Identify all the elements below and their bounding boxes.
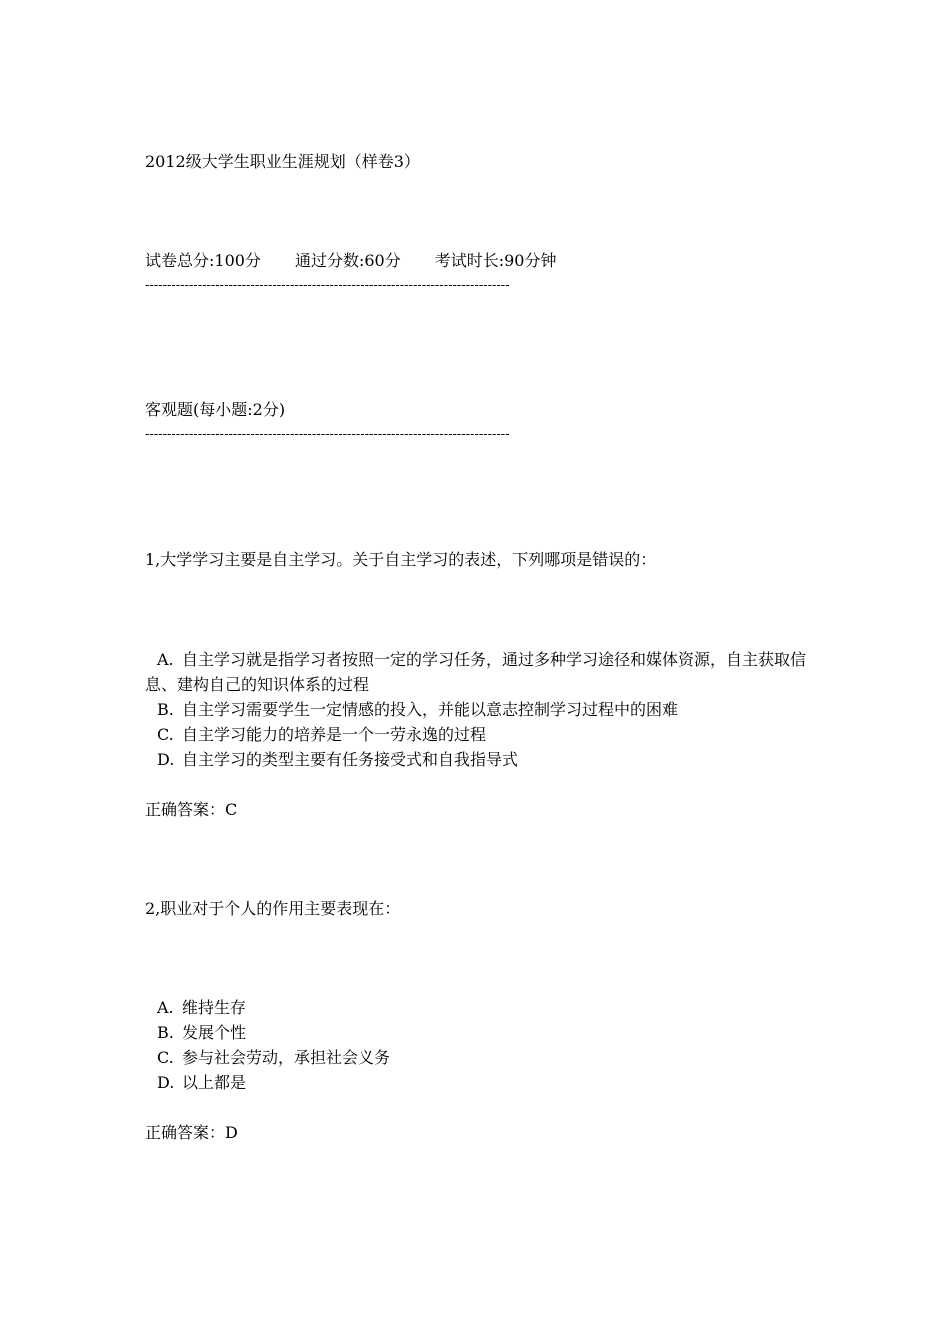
question-option xyxy=(145,647,815,697)
question-option xyxy=(157,725,486,745)
option-text: 自主学习就是指学习者按照一定的学习任务，通过多种学习途径和媒体资源，自主获取信息、建构自己的知识体系的过程 xyxy=(145,650,807,694)
question-option xyxy=(157,1073,246,1093)
correct-answer: 正确答案：D xyxy=(145,1123,238,1142)
option-letter: C. xyxy=(157,725,174,744)
question-option xyxy=(157,1048,390,1068)
option-letter: A. xyxy=(157,998,174,1017)
section-title: 客观题(每小题:2分) xyxy=(145,400,286,419)
question-option xyxy=(157,998,246,1018)
divider-line: ----------------------------------------------------------------------------------- xyxy=(145,429,510,441)
question-stem: 1,大学学习主要是自主学习。关于自主学习的表述，下列哪项是错误的： xyxy=(145,550,657,569)
total-score: 试卷总分:100分 xyxy=(145,251,261,270)
divider-line: ----------------------------------------------------------------------------------- xyxy=(145,280,510,292)
option-text: 以上都是 xyxy=(182,1073,247,1092)
option-letter: A. xyxy=(157,650,174,669)
question-option xyxy=(157,1023,246,1043)
option-letter: D. xyxy=(157,750,175,769)
question-stem: 2,职业对于个人的作用主要表现在： xyxy=(145,899,401,918)
question-option xyxy=(157,700,678,720)
document-title: 2012级大学生职业生涯规划（样卷3） xyxy=(145,152,420,171)
correct-answer: 正确答案：C xyxy=(145,800,238,819)
pass-score: 通过分数:60分 xyxy=(294,251,401,270)
option-letter: D. xyxy=(157,1073,175,1092)
option-letter: B. xyxy=(157,700,174,719)
option-text: 自主学习能力的培养是一个一劳永逸的过程 xyxy=(182,725,487,744)
question-option xyxy=(157,750,518,770)
option-text: 自主学习的类型主要有任务接受式和自我指导式 xyxy=(182,750,519,769)
option-text: 发展个性 xyxy=(182,1023,247,1042)
option-text: 维持生存 xyxy=(182,998,247,1017)
option-text: 参与社会劳动，承担社会义务 xyxy=(182,1048,391,1067)
option-letter: B. xyxy=(157,1023,174,1042)
option-letter: C. xyxy=(157,1048,174,1067)
option-text: 自主学习需要学生一定情感的投入，并能以意志控制学习过程中的困难 xyxy=(182,700,679,719)
exam-meta xyxy=(145,251,556,271)
exam-duration: 考试时长:90分钟 xyxy=(434,251,557,270)
